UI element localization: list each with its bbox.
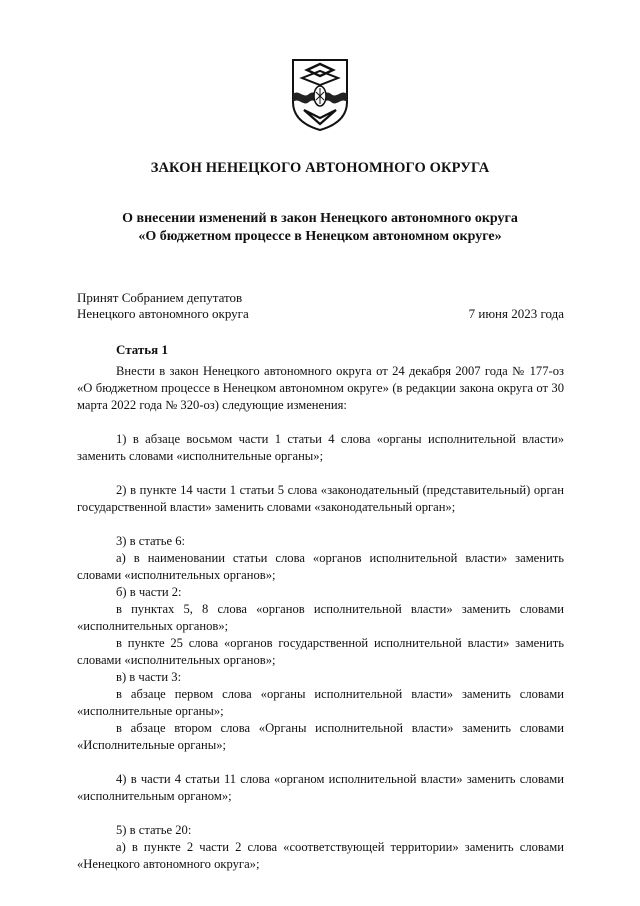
- article-heading: Статья 1: [116, 342, 168, 357]
- paragraph: в абзаце первом слова «органы исполнительной власти» заменить словами «исполнительные органы»;: [77, 687, 564, 718]
- paragraph: Внести в закон Ненецкого автономного округа от 24 декабря 2007 года № 177-оз «О бюджетном процессе в Ненецком автономном округе» (в редакции закона округа от 30 марта 2022 года № 320-оз) следующие изменения:: [77, 364, 564, 412]
- paragraph: а) в наименовании статьи слова «органов исполнительной власти» заменить словами «исполнительных органов»;: [77, 551, 564, 582]
- paragraph: 3) в статье 6:: [116, 534, 186, 548]
- paragraph: в пунктах 5, 8 слова «органов исполнительной власти» заменить словами «исполнительных органов»;: [77, 602, 564, 633]
- subtitle-line: О внесении изменений в закон Ненецкого автономного округа: [122, 211, 518, 226]
- law-title: ЗАКОН НЕНЕЦКОГО АВТОНОМНОГО ОКРУГА: [150, 160, 490, 176]
- paragraph: 5) в статье 20:: [116, 823, 192, 837]
- paragraph: 4) в части 4 статьи 11 слова «органом исполнительной власти» заменить словами «исполнительным органом»;: [77, 772, 564, 803]
- adoption-statement: [77, 290, 249, 322]
- adoption-line: Принят Собранием депутатов: [77, 290, 243, 305]
- paragraph: а) в пункте 2 части 2 слова «соответствующей территории» заменить словами «Ненецкого автономного округа»;: [77, 840, 564, 871]
- paragraph: 2) в пункте 14 части 1 статьи 5 слова «законодательный (представительный) орган государственной власти» заменить словами «законодательный орган»;: [77, 483, 564, 514]
- article-body: [77, 363, 564, 873]
- adoption-date: 7 июня 2023 года: [468, 306, 564, 321]
- subtitle-line: «О бюджетном процессе в Ненецком автономном округе»: [138, 229, 502, 244]
- nenets-ao-coat-of-arms-icon: [289, 56, 351, 132]
- paragraph: в) в части 3:: [116, 670, 182, 684]
- adoption-line: Ненецкого автономного округа: [77, 306, 249, 321]
- paragraph: 1) в абзаце восьмом части 1 статьи 4 слова «органы исполнительной власти» заменить словами «исполнительные органы»;: [77, 432, 564, 463]
- law-subtitle: [60, 210, 580, 246]
- paragraph: б) в части 2:: [116, 585, 182, 599]
- paragraph: в абзаце втором слова «Органы исполнительной власти» заменить словами «Исполнительные органы»;: [77, 721, 564, 752]
- paragraph: в пункте 25 слова «органов государственной исполнительной власти» заменить словами «исполнительных органов»;: [77, 636, 564, 667]
